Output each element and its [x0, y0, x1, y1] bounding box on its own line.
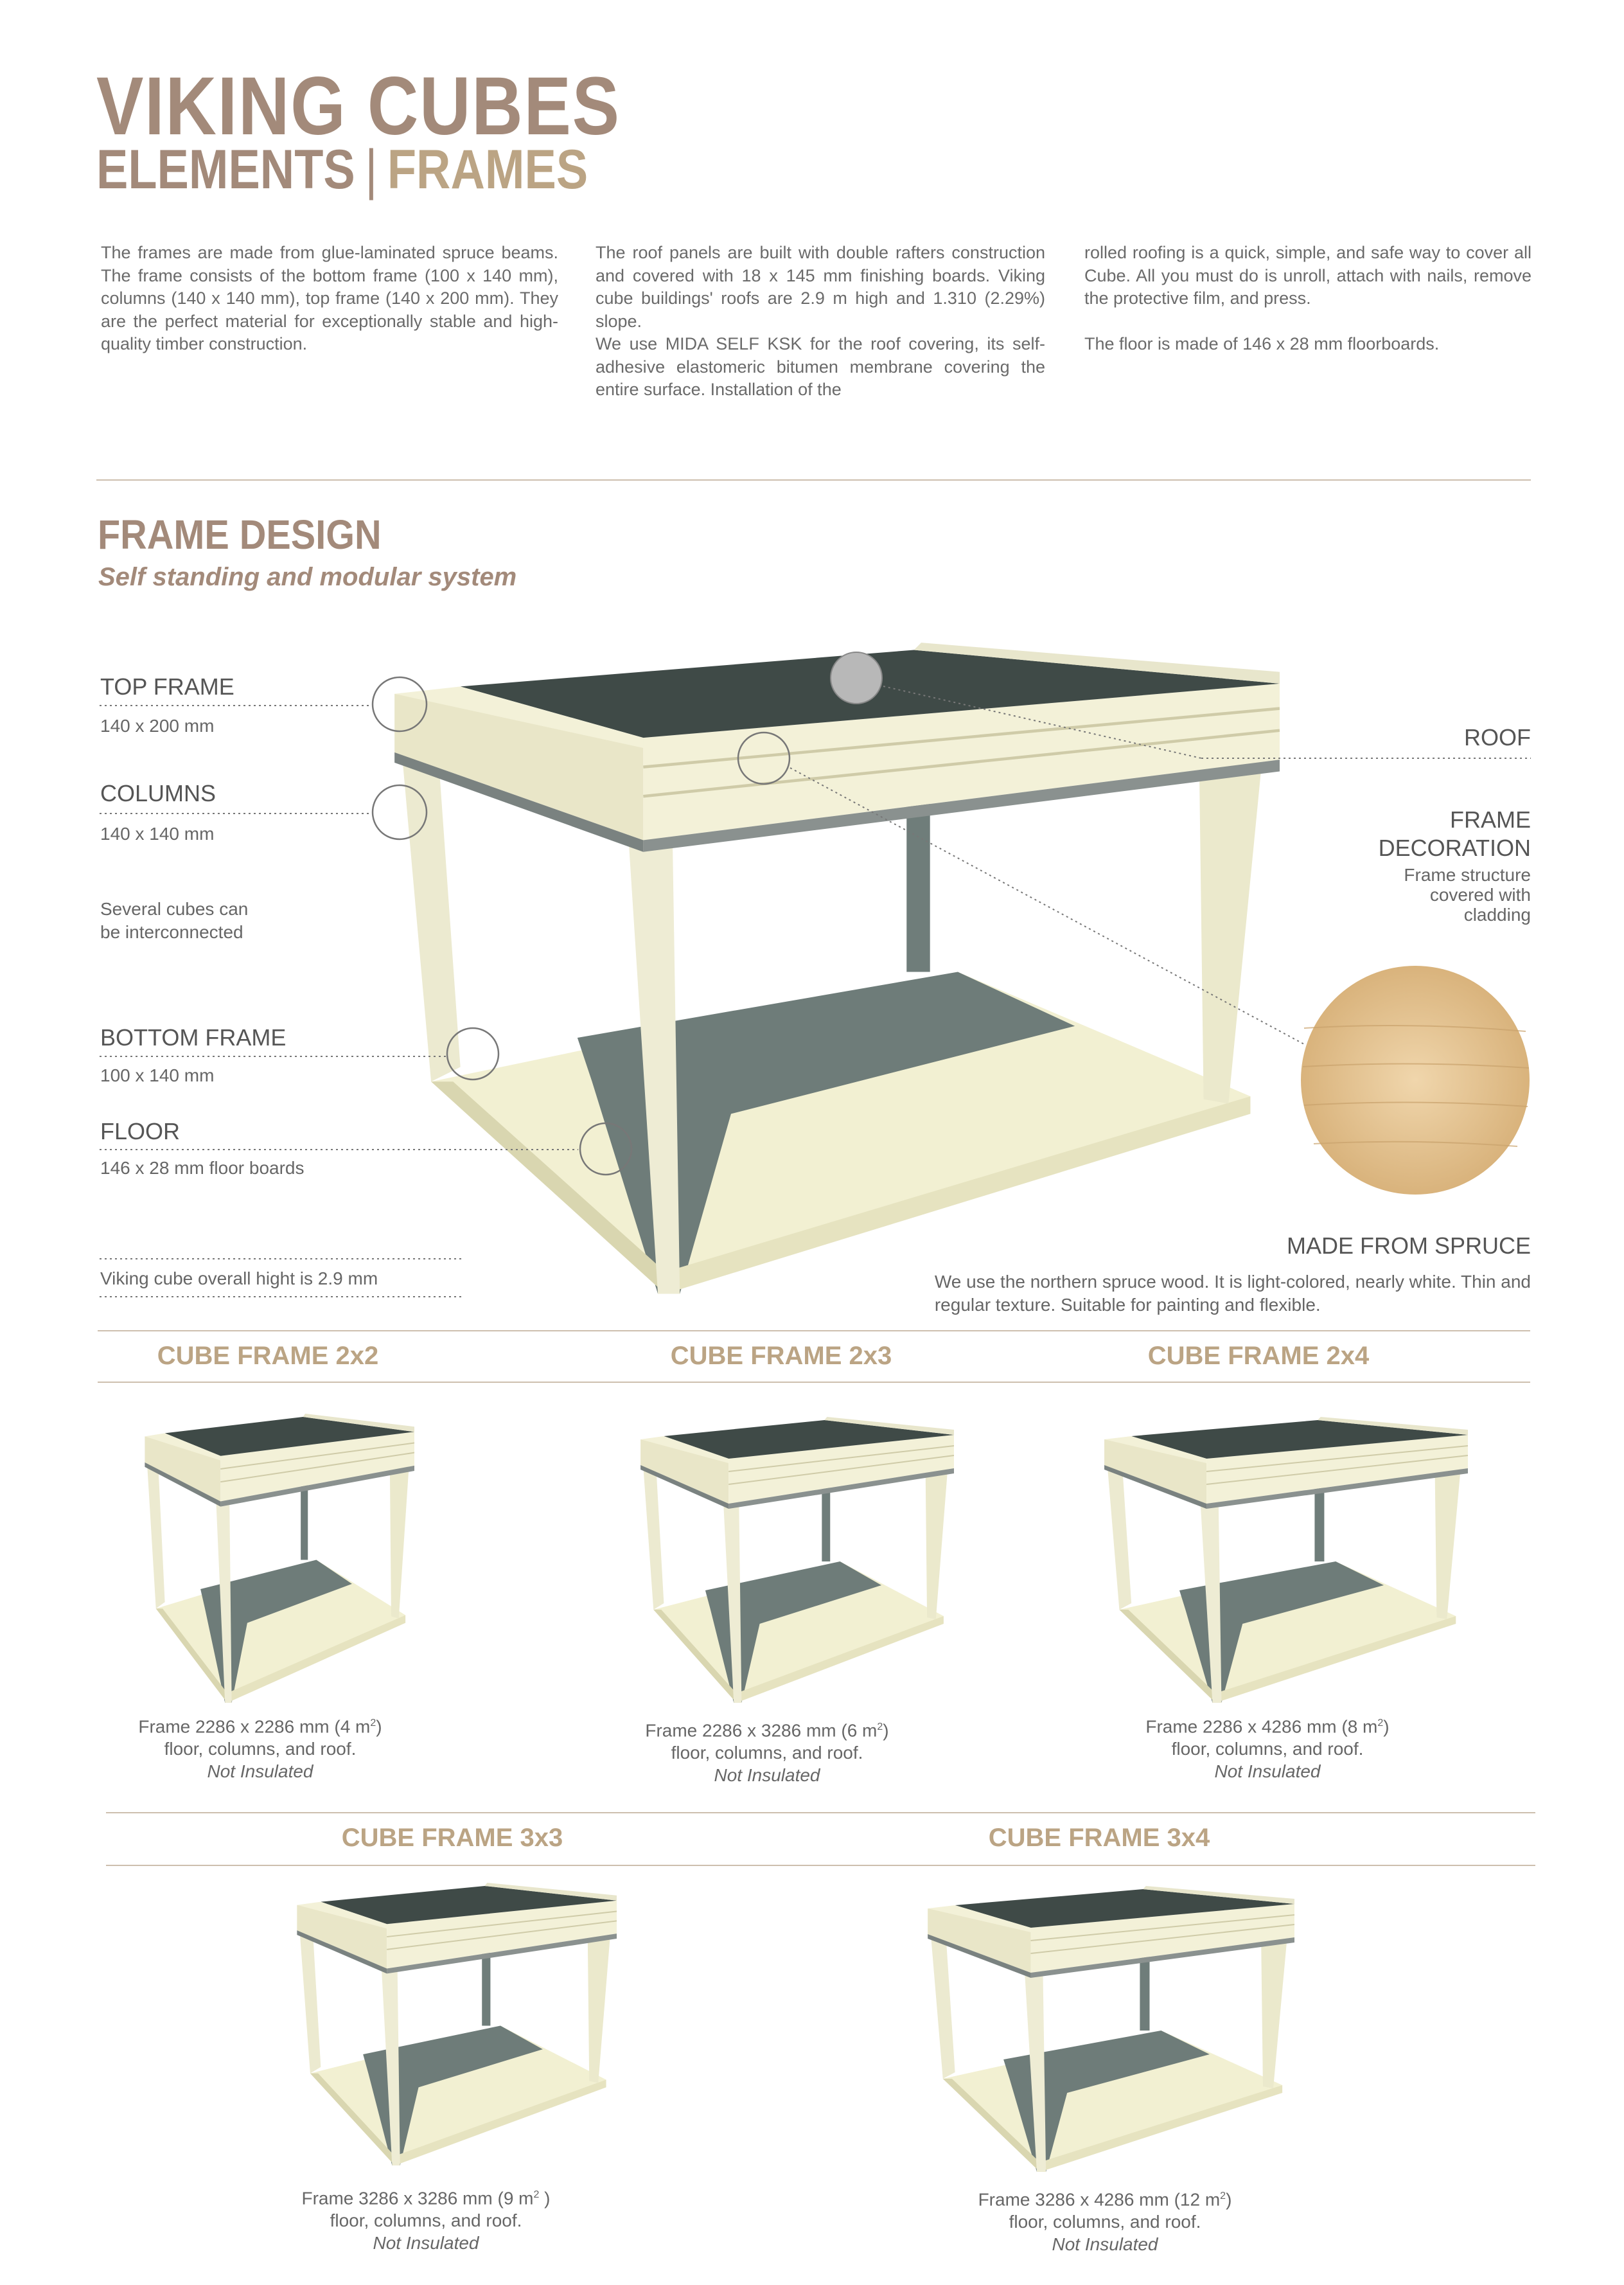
callout-line — [790, 768, 1304, 1044]
callout-circle-roof — [831, 652, 882, 704]
caption-size: Frame 2286 x 4286 mm (8 $m^2$) — [1145, 1716, 1390, 1737]
cube-3x3-title: CUBE FRAME 3x3 — [341, 1824, 563, 1852]
divider — [98, 1382, 1530, 1383]
callout-circle-bottom-frame — [447, 1028, 499, 1080]
label-floor: FLOOR — [100, 1118, 181, 1144]
cube-2x4-illustration — [1095, 1417, 1468, 1706]
cube-2x2-title: CUBE FRAME 2x2 — [157, 1342, 379, 1370]
divider — [106, 1812, 1535, 1813]
label-columns: COLUMNS — [100, 780, 216, 806]
caption-insulation: Not Insulated — [373, 2233, 479, 2254]
divider — [98, 1330, 1530, 1331]
cube-2x3-illustration — [633, 1417, 954, 1706]
text-line: be interconnected — [100, 922, 243, 942]
intro-text: The floor is made of 146 x 28 mm floorboards. — [1084, 333, 1440, 353]
cube-2x4-title: CUBE FRAME 2x4 — [1147, 1342, 1370, 1370]
label-roof: ROOF — [1464, 724, 1531, 751]
text-line: FRAME — [1450, 806, 1531, 833]
spruce-description — [935, 1270, 1531, 1317]
cube-2x2-caption — [35, 1712, 485, 1783]
callout-circle-decoration — [738, 733, 790, 784]
cube-3x4-illustration — [919, 1886, 1294, 2175]
text-line: cladding — [1463, 905, 1531, 925]
caption-contents: floor, columns, and roof. — [671, 1743, 863, 1763]
caption-insulation: Not Insulated — [1052, 2234, 1158, 2255]
label-top-frame-size: 140 x 200 mm — [100, 716, 215, 736]
caption-insulation: Not Insulated — [1214, 1761, 1321, 1782]
caption-size: Frame 3286 x 4286 mm (12 $m^2$) — [978, 2189, 1232, 2210]
label-interconnect — [100, 898, 248, 944]
callout-line — [883, 686, 1201, 758]
caption-insulation: Not Insulated — [207, 1761, 313, 1782]
caption-contents: floor, columns, and roof. — [330, 2210, 522, 2231]
intro-text: We use MIDA SELF KSK for the roof covering, its self-adhesive elastomeric bitumen membrane covering the entire surface. Installation of the — [596, 334, 1045, 399]
subtitle-frames: FRAMES — [387, 139, 588, 200]
label-bottom-frame-size: 100 x 140 mm — [100, 1065, 215, 1085]
callout-circle-top-frame — [373, 677, 427, 731]
cube-2x3-caption — [542, 1716, 992, 1786]
intro-text: The roof panels are built with double rafters construction and covered with 18 x 145 mm finishing boards. Viking cube buildings' roofs are 2.9 m high and 1.310 (2.29%) slope. — [596, 243, 1045, 331]
cube-2x2-illustration — [138, 1414, 414, 1706]
callout-circle-columns — [373, 785, 427, 839]
cube-3x4-caption — [880, 2185, 1330, 2255]
label-frame-decoration — [1379, 806, 1531, 862]
caption-size: Frame 3286 x 3286 mm (9 $m^2$ ) — [301, 2188, 551, 2209]
text-line: Frame structure — [1404, 865, 1531, 885]
intro-text: rolled roofing is a quick, simple, and safe way to cover all Cube. All you must do is unroll, attach with nails, remove the protective film, and press. — [1084, 243, 1531, 308]
cube-3x4-title: CUBE FRAME 3x4 — [988, 1824, 1210, 1852]
subtitle-elements: ELEMENTS — [96, 139, 355, 200]
section-subtitle: Self standing and modular system — [98, 563, 517, 591]
subtitle-separator: | — [365, 139, 378, 200]
caption-contents: floor, columns, and roof. — [1171, 1739, 1364, 1759]
caption-size: Frame 2286 x 3286 mm (6 $m^2$) — [645, 1720, 889, 1741]
caption-size: Frame 2286 x 2286 mm (4 $m^2$) — [138, 1716, 382, 1737]
label-decoration-desc — [1404, 865, 1531, 925]
label-columns-size: 140 x 140 mm — [100, 824, 215, 844]
cube-2x4-caption — [1043, 1712, 1492, 1783]
label-bottom-frame: BOTTOM FRAME — [100, 1024, 287, 1051]
text-line: regular texture. Suitable for painting and flexible. — [934, 1295, 1321, 1315]
spruce-sample-image — [1301, 966, 1530, 1195]
label-overall-height: Viking cube overall hight is 2.9 mm — [100, 1268, 378, 1288]
text-line: Several cubes can — [100, 899, 249, 919]
text-line: DECORATION — [1378, 835, 1531, 861]
caption-contents: floor, columns, and roof. — [1009, 2212, 1201, 2232]
intro-text: The frames are made from glue-laminated spruce beams. The frame consists of the bottom frame (100 x 140 mm), columns (140 x 140 mm), top frame (140 x 200 mm). They are the perfect material for exceptionally stable and high-quality timber construction. — [101, 243, 558, 353]
text-line: We use the northern spruce wood. It is light-colored, nearly white. Thin and — [934, 1272, 1531, 1292]
cube-2x3-title: CUBE FRAME 2x3 — [670, 1342, 892, 1370]
label-made-from-spruce: MADE FROM SPRUCE — [1286, 1232, 1531, 1259]
section-title: FRAME DESIGN — [98, 511, 382, 558]
page-title: VIKING CUBES — [96, 60, 621, 152]
divider — [106, 1865, 1535, 1866]
callout-circle-floor — [580, 1123, 631, 1175]
label-top-frame: TOP FRAME — [100, 673, 234, 700]
text-line: covered with — [1429, 885, 1531, 905]
label-floor-size: 146 x 28 mm floor boards — [100, 1158, 304, 1178]
caption-contents: floor, columns, and roof. — [164, 1739, 357, 1759]
cube-3x3-caption — [201, 2183, 651, 2254]
caption-insulation: Not Insulated — [714, 1765, 820, 1786]
cube-3x3-illustration — [289, 1883, 617, 2169]
